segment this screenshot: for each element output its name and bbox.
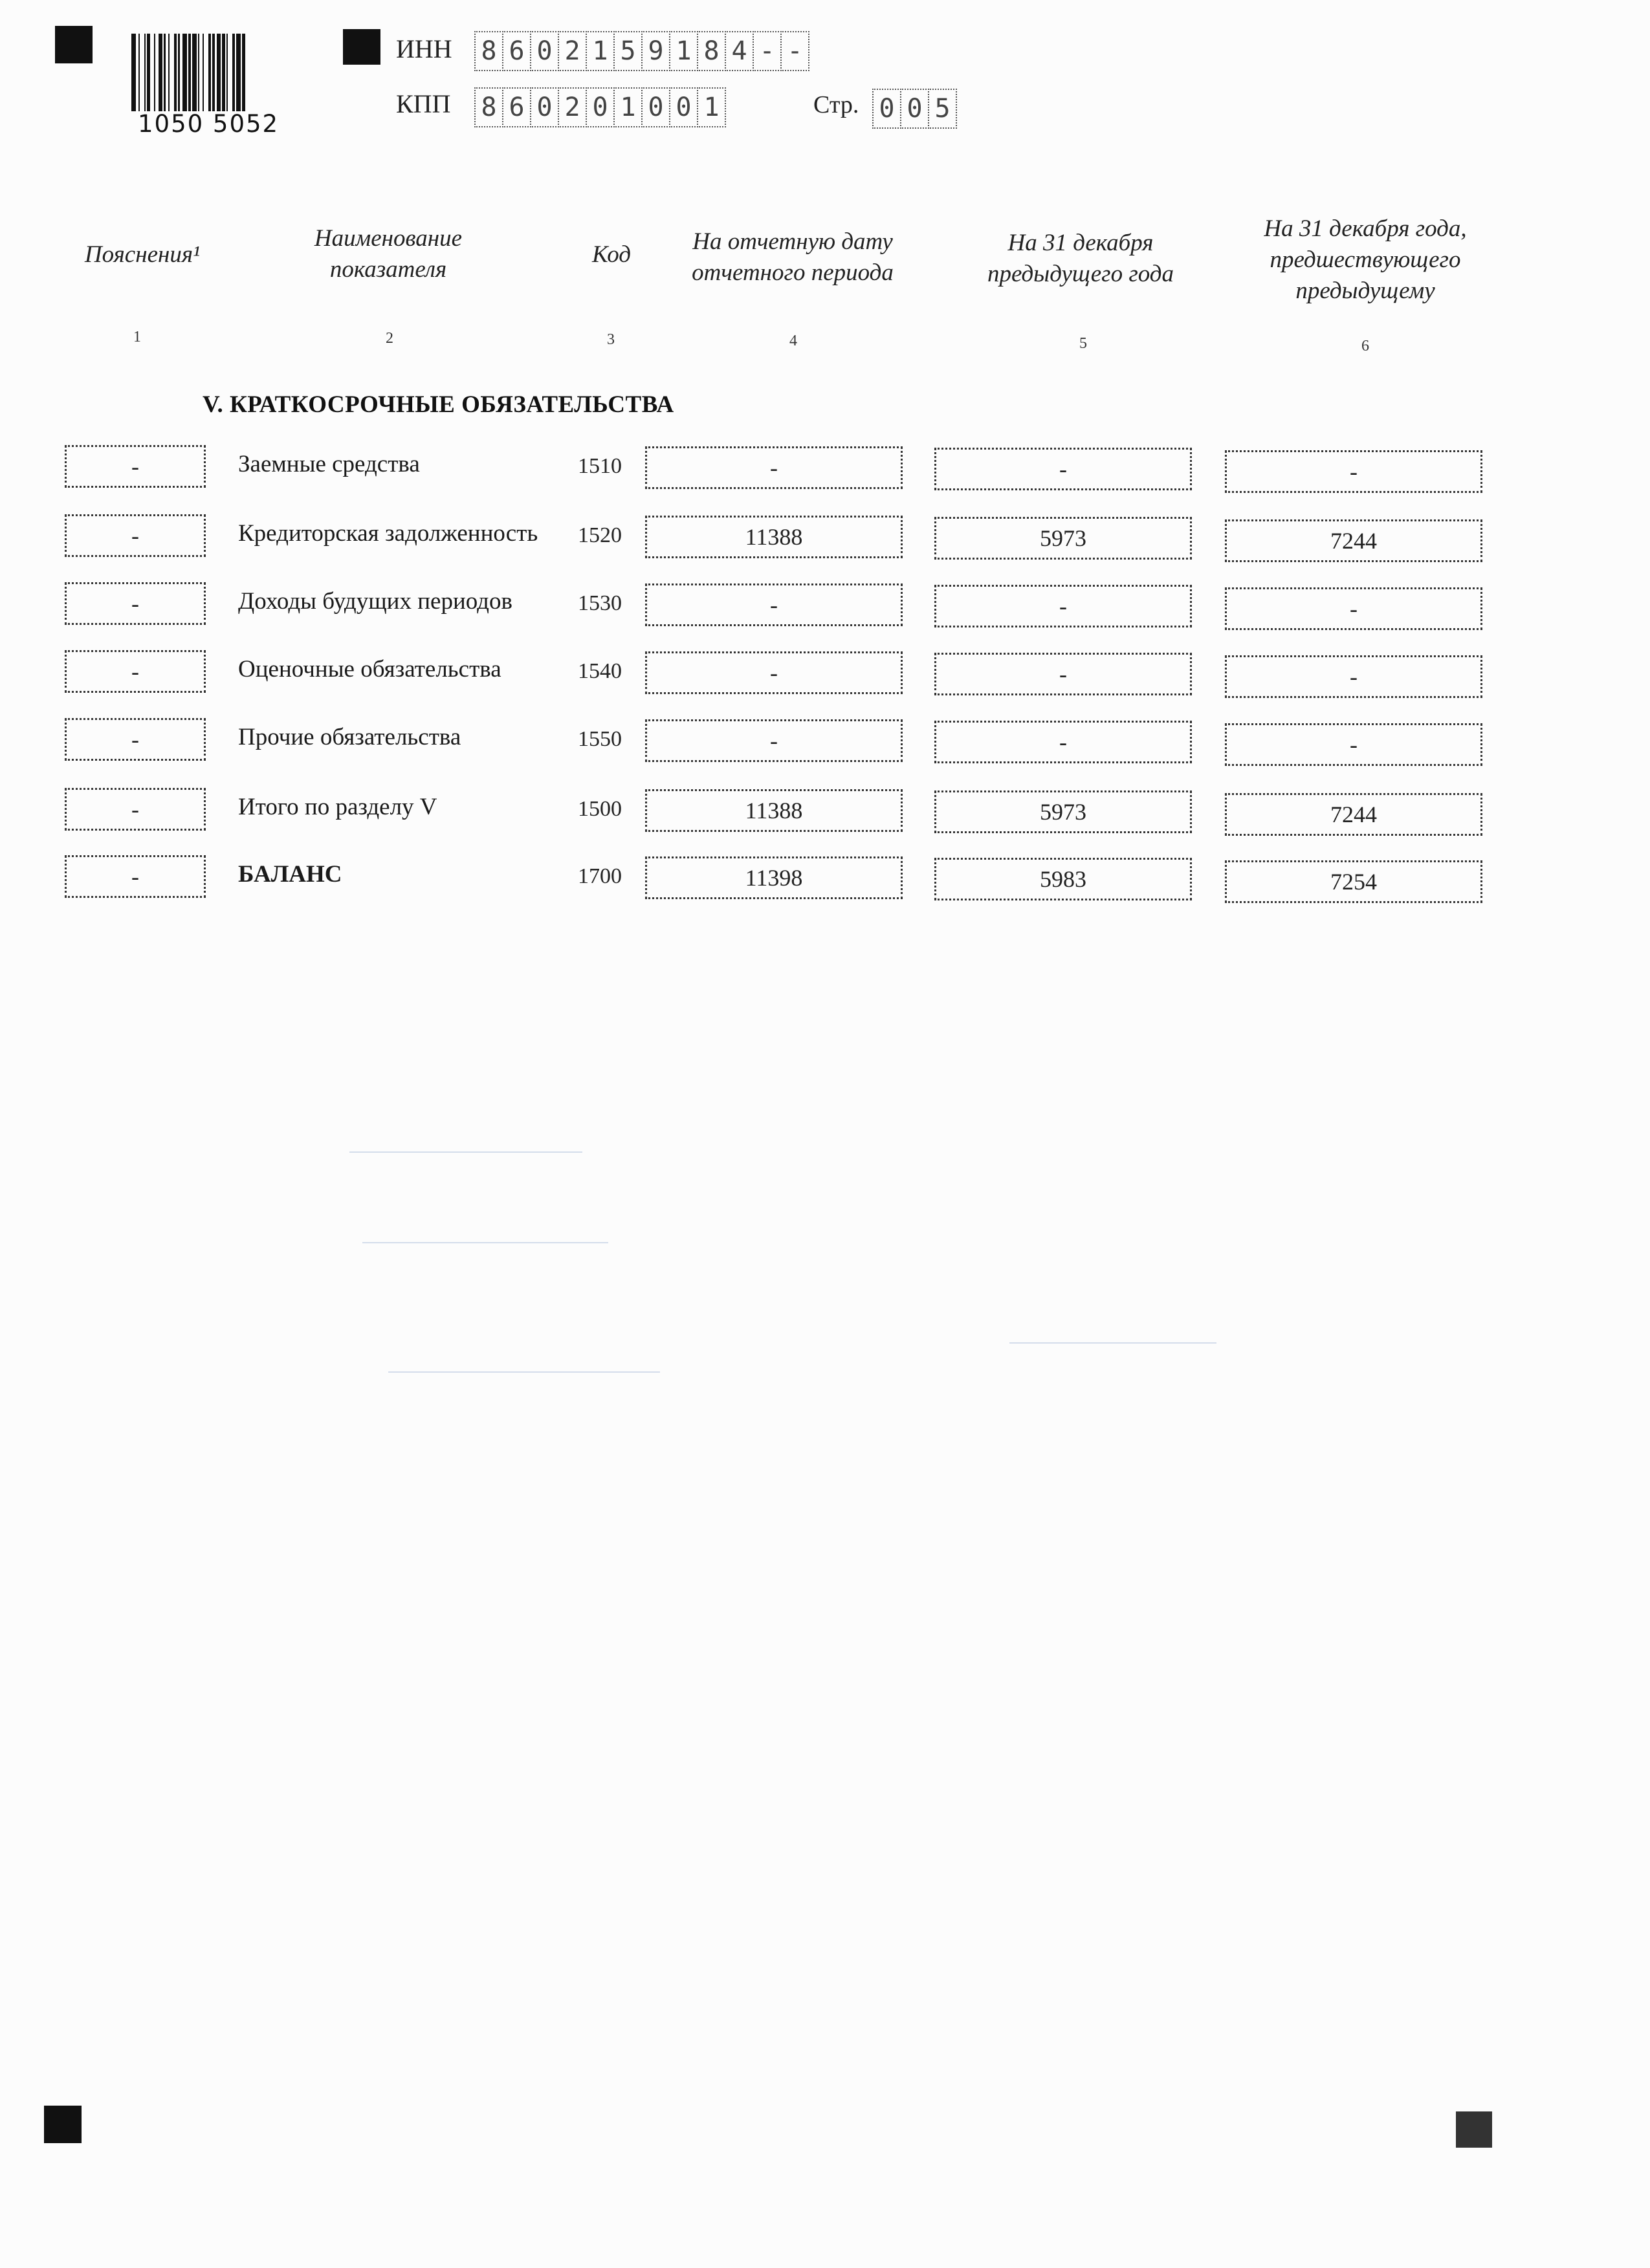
prev-value-balance: 5983 xyxy=(934,858,1192,900)
barcode-bar xyxy=(182,34,187,111)
inn-digit-cell: - xyxy=(753,31,782,71)
scan-artifact xyxy=(388,1371,660,1373)
barcode-number: 1050 5052 xyxy=(138,110,280,138)
column-header-current-line2: отчетного периода xyxy=(692,259,894,286)
kpp-digit-cell: 2 xyxy=(558,87,587,127)
barcode-bar xyxy=(131,34,136,111)
column-header-prev-line2: предыдущего года xyxy=(987,261,1174,287)
row-code-borrowings: 1510 xyxy=(578,454,622,478)
kpp-digit-cell: 0 xyxy=(530,87,559,127)
kpp-digit-cell: 1 xyxy=(697,87,726,127)
column-header-preprev-line2: предшествующего xyxy=(1270,246,1461,273)
barcode-bar xyxy=(192,34,197,111)
column-header-preprev-line3: предыдущему xyxy=(1295,278,1435,304)
preprev-value-payables: 7244 xyxy=(1225,519,1482,562)
inn-label: ИНН xyxy=(396,34,452,63)
notes-cell-payables: - xyxy=(65,514,206,557)
inn-cells xyxy=(474,31,808,71)
kpp-digit-cell: 0 xyxy=(586,87,615,127)
row-label-payables: Кредиторская задолженность xyxy=(238,520,538,547)
current-value-other-liabilities: - xyxy=(645,719,903,762)
inn-digit-cell: 8 xyxy=(697,31,726,71)
column-header-name xyxy=(259,223,518,285)
column-header-notes-text: Пояснения¹ xyxy=(84,241,201,268)
inn-digit-cell: 9 xyxy=(641,31,670,71)
column-number-5: 5 xyxy=(1079,335,1087,352)
current-value-payables: 11388 xyxy=(645,516,903,558)
column-header-prev-line1: На 31 декабря xyxy=(1007,230,1154,256)
row-label-borrowings: Заемные средства xyxy=(238,451,420,477)
scan-artifact xyxy=(362,1242,608,1243)
prev-value-other-liabilities: - xyxy=(934,721,1192,763)
kpp-digit-cell: 6 xyxy=(502,87,531,127)
notes-cell-deferred-income: - xyxy=(65,582,206,625)
current-value-balance: 11398 xyxy=(645,856,903,899)
inn-digit-cell: 1 xyxy=(669,31,698,71)
column-number-2: 2 xyxy=(386,330,393,347)
row-label-deferred-income: Доходы будущих периодов xyxy=(238,588,512,615)
current-value-borrowings: - xyxy=(645,446,903,489)
column-number-1: 1 xyxy=(133,329,141,345)
row-code-deferred-income: 1530 xyxy=(578,591,622,615)
inn-digit-cell: 8 xyxy=(474,31,503,71)
column-header-current xyxy=(657,226,929,289)
column-header-prev xyxy=(951,228,1210,290)
prev-value-borrowings: - xyxy=(934,448,1192,490)
barcode-bar xyxy=(204,34,208,111)
column-header-code-text: Код xyxy=(592,241,631,268)
inn-digit-cell: 4 xyxy=(725,31,754,71)
inn-digit-cell: 1 xyxy=(586,31,615,71)
column-number-3: 3 xyxy=(607,331,615,348)
scan-artifact xyxy=(1009,1342,1216,1344)
row-label-balance: БАЛАНС xyxy=(238,861,342,888)
page-label: Стр. xyxy=(813,91,859,118)
scan-artifact xyxy=(349,1151,582,1153)
row-label-estimated-liabilities: Оценочные обязательства xyxy=(238,656,501,682)
page-digit-cell: 0 xyxy=(900,89,929,129)
kpp-cells xyxy=(474,87,725,127)
notes-cell-borrowings: - xyxy=(65,445,206,488)
page-cells xyxy=(872,89,956,129)
inn-digit-cell: - xyxy=(780,31,809,71)
column-header-preprev xyxy=(1216,213,1514,307)
prev-value-payables: 5973 xyxy=(934,517,1192,560)
notes-cell-section-total: - xyxy=(65,788,206,831)
barcode-bar xyxy=(159,34,163,111)
column-number-4: 4 xyxy=(789,333,797,349)
kpp-label: КПП xyxy=(396,89,451,118)
notes-cell-estimated-liabilities: - xyxy=(65,650,206,693)
preprev-value-estimated-liabilities: - xyxy=(1225,655,1482,698)
row-label-section-total: Итого по разделу V xyxy=(238,794,437,820)
row-code-other-liabilities: 1550 xyxy=(578,727,622,751)
registration-marker-bottom-right xyxy=(1456,2111,1492,2148)
column-header-current-line1: На отчетную дату xyxy=(692,228,893,255)
registration-marker-top-right xyxy=(343,29,380,65)
current-value-deferred-income: - xyxy=(645,583,903,626)
barcode-bar xyxy=(236,34,241,111)
registration-marker-bottom-left xyxy=(44,2106,82,2143)
current-value-estimated-liabilities: - xyxy=(645,651,903,694)
barcode-bar xyxy=(228,34,232,111)
barcode-bar xyxy=(245,34,247,111)
preprev-value-other-liabilities: - xyxy=(1225,723,1482,766)
notes-cell-other-liabilities: - xyxy=(65,718,206,761)
preprev-value-section-total: 7244 xyxy=(1225,793,1482,836)
column-header-notes xyxy=(58,239,226,270)
row-code-payables: 1520 xyxy=(578,523,622,547)
column-header-name-line1: Наименование xyxy=(314,225,463,252)
section-title: V. КРАТКОСРОЧНЫЕ ОБЯЗАТЕЛЬСТВА xyxy=(203,391,674,418)
barcode-bar xyxy=(170,34,174,111)
current-value-section-total: 11388 xyxy=(645,789,903,832)
page-digit-cell: 0 xyxy=(872,89,901,129)
barcode-bar xyxy=(140,34,144,111)
column-number-6: 6 xyxy=(1361,338,1369,354)
preprev-value-deferred-income: - xyxy=(1225,587,1482,630)
row-code-balance: 1700 xyxy=(578,864,622,888)
inn-digit-cell: 0 xyxy=(530,31,559,71)
prev-value-deferred-income: - xyxy=(934,585,1192,627)
preprev-value-balance: 7254 xyxy=(1225,860,1482,903)
page-digit-cell: 5 xyxy=(928,89,957,129)
column-header-name-line2: показателя xyxy=(329,256,447,283)
kpp-digit-cell: 1 xyxy=(613,87,643,127)
row-code-section-total: 1500 xyxy=(578,797,622,821)
column-header-code xyxy=(569,239,654,270)
notes-cell-balance: - xyxy=(65,855,206,898)
barcode-bars xyxy=(131,34,306,111)
inn-digit-cell: 2 xyxy=(558,31,587,71)
row-label-other-liabilities: Прочие обязательства xyxy=(238,724,461,750)
preprev-value-borrowings: - xyxy=(1225,450,1482,493)
barcode-bar xyxy=(150,34,155,111)
registration-marker-top-left xyxy=(55,26,93,63)
prev-value-estimated-liabilities: - xyxy=(934,653,1192,695)
kpp-digit-cell: 0 xyxy=(641,87,670,127)
row-code-estimated-liabilities: 1540 xyxy=(578,659,622,683)
kpp-digit-cell: 8 xyxy=(474,87,503,127)
inn-digit-cell: 6 xyxy=(502,31,531,71)
barcode-bar xyxy=(217,34,221,111)
barcode xyxy=(131,34,306,138)
prev-value-section-total: 5973 xyxy=(934,791,1192,833)
column-header-preprev-line1: На 31 декабря года, xyxy=(1264,215,1467,242)
kpp-digit-cell: 0 xyxy=(669,87,698,127)
inn-digit-cell: 5 xyxy=(613,31,643,71)
